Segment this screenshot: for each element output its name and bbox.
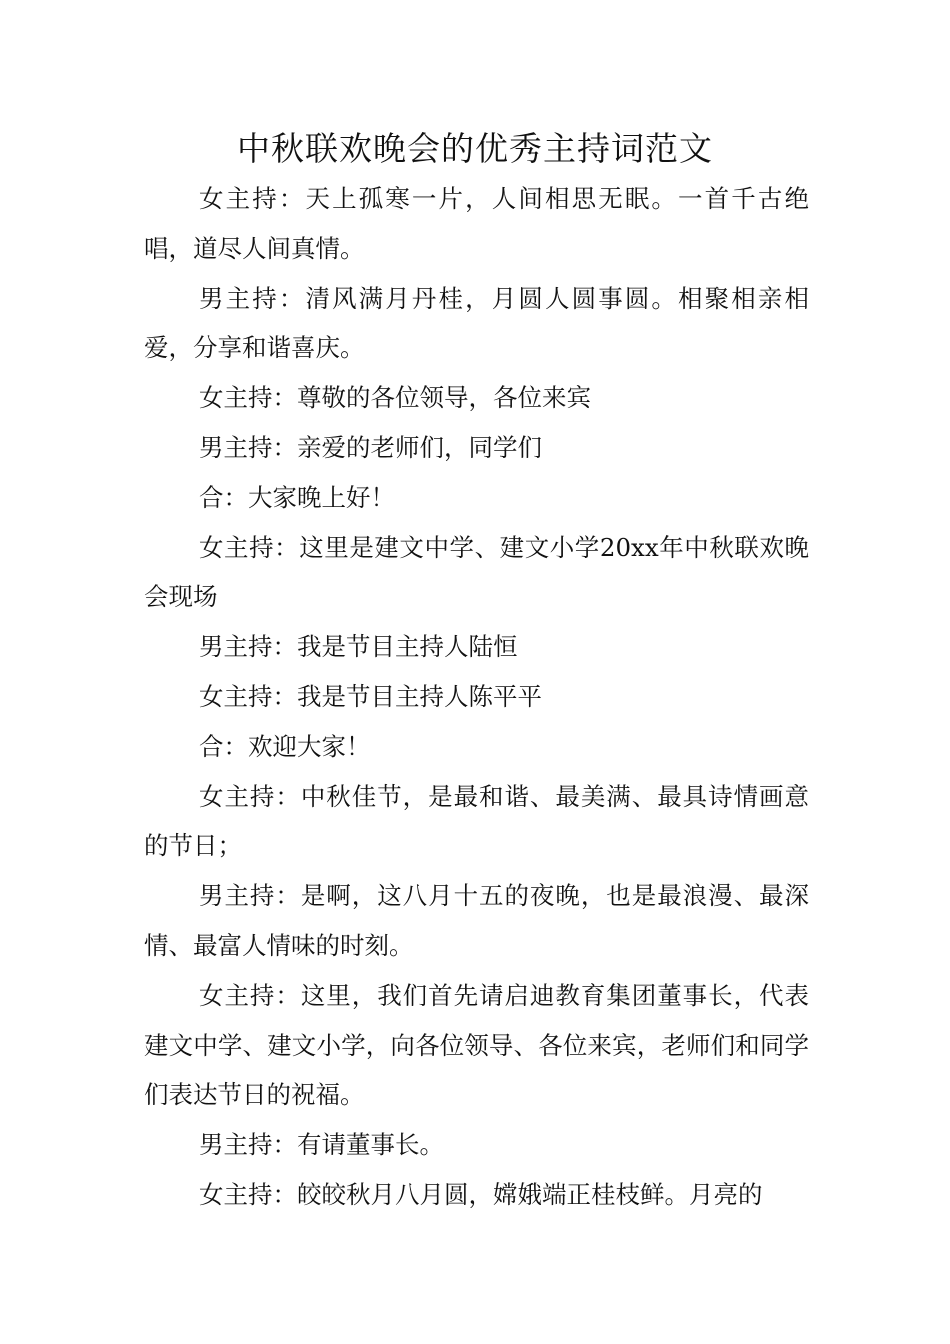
document-title: 中秋联欢晚会的优秀主持词范文 — [237, 129, 713, 168]
paragraph: 女主持：这里，我们首先请启迪教育集团董事长，代表建文中学、建文小学，向各位领导、各位来宾，老师们和同学们表达节日的祝福。 — [144, 980, 809, 1110]
paragraph: 合：大家晚上好！ — [199, 482, 395, 512]
paragraph: 男主持：是啊，这八月十五的夜晚，也是最浪漫、最深情、最富人情味的时刻。 — [144, 881, 809, 960]
paragraph: 女主持：皎皎秋月八月圆，嫦娥端正桂枝鲜。月亮的 — [199, 1179, 763, 1209]
document-body — [144, 174, 809, 1220]
paragraph: 女主持：我是节目主持人陈平平 — [199, 681, 542, 711]
paragraph: 女主持：中秋佳节，是最和谐、最美满、最具诗情画意的节日； — [144, 781, 809, 861]
paragraph: 女主持：天上孤寒一片，人间相思无眠。一首千古绝唱，道尽人间真情。 — [144, 184, 809, 263]
paragraph: 女主持：尊敬的各位领导，各位来宾 — [199, 383, 591, 413]
paragraph: 男主持：亲爱的老师们，同学们 — [199, 432, 542, 462]
paragraph: 女主持：这里是建文中学、建文小学20xx年中秋联欢晚会现场 — [144, 532, 809, 612]
paragraph: 男主持：清风满月丹桂，月圆人圆事圆。相聚相亲相爱，分享和谐喜庆。 — [144, 283, 809, 363]
paragraph: 男主持：有请董事长。 — [199, 1130, 444, 1160]
paragraph: 男主持：我是节目主持人陆恒 — [199, 632, 518, 662]
paragraph: 合：欢迎大家！ — [199, 731, 371, 761]
